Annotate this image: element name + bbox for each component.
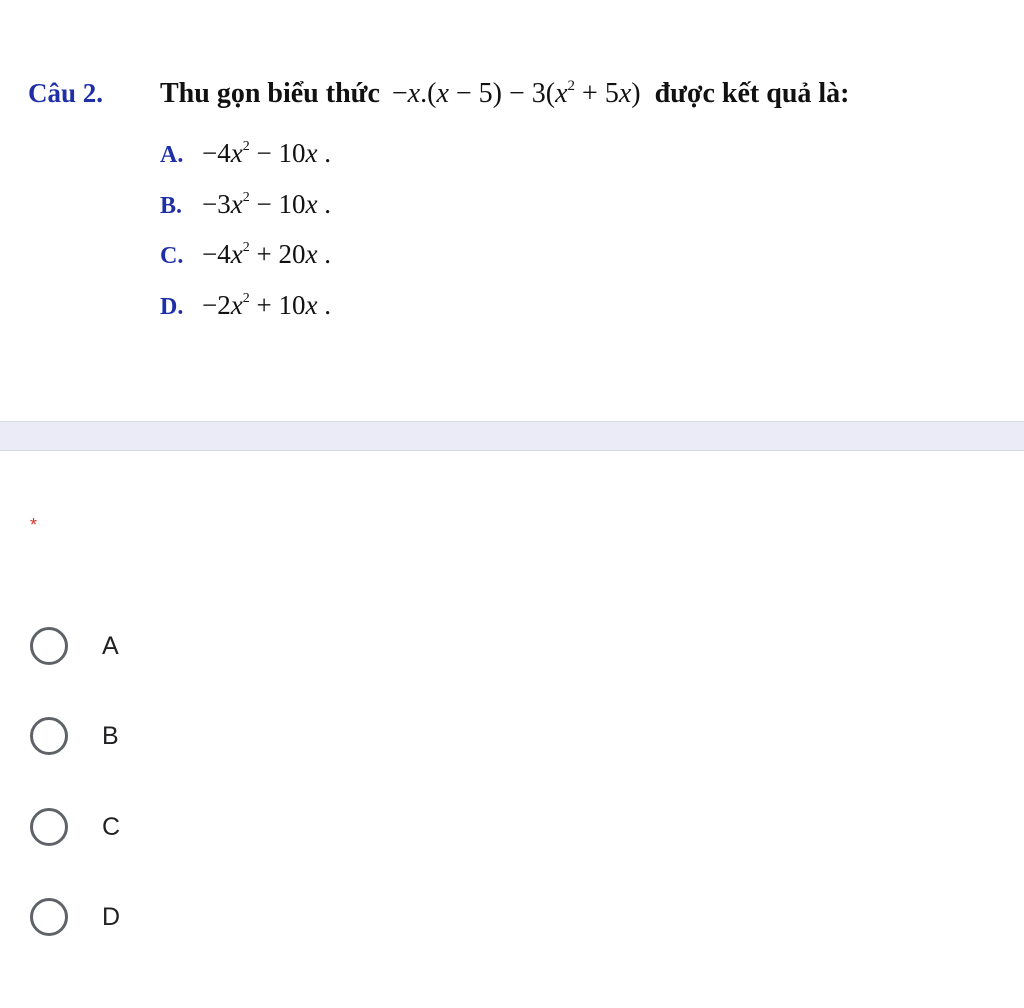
choice-label: D bbox=[102, 902, 121, 931]
choice-label: C bbox=[102, 812, 121, 841]
option-letter: A. bbox=[160, 142, 184, 168]
question-image bbox=[0, 0, 1024, 420]
option-letter: D. bbox=[160, 294, 184, 320]
option-a bbox=[160, 138, 331, 169]
radio-button[interactable] bbox=[30, 627, 68, 665]
radio-choice-c[interactable] bbox=[30, 808, 120, 846]
option-d bbox=[160, 290, 331, 321]
question-expression: $-x.(x - 5) - 3(x^2 + 5x)$ bbox=[391, 78, 641, 109]
option-expression: $-3x^2 - 10x$ . bbox=[202, 189, 331, 219]
radio-button[interactable] bbox=[30, 717, 68, 755]
question-number: Câu 2. bbox=[28, 78, 104, 108]
section-divider bbox=[0, 421, 1024, 451]
choice-label: B bbox=[102, 721, 119, 750]
option-expression: $-4x^2 - 10x$ . bbox=[202, 138, 331, 168]
option-letter: B. bbox=[160, 193, 183, 219]
question-tail: được kết quả là: bbox=[654, 78, 850, 109]
option-c bbox=[160, 239, 331, 270]
radio-choice-b[interactable] bbox=[30, 717, 119, 755]
radio-button[interactable] bbox=[30, 808, 68, 846]
question-text: Thu gọn biểu thức bbox=[160, 78, 380, 109]
radio-choice-a[interactable] bbox=[30, 627, 119, 665]
required-marker: * bbox=[30, 515, 38, 535]
choice-label: A bbox=[102, 631, 119, 660]
option-expression: $-2x^2 + 10x$ . bbox=[202, 290, 331, 320]
radio-button[interactable] bbox=[30, 898, 68, 936]
option-b bbox=[160, 189, 331, 220]
question-line bbox=[28, 78, 850, 110]
option-expression: $-4x^2 + 20x$ . bbox=[202, 239, 331, 269]
radio-choice-d[interactable] bbox=[30, 898, 120, 936]
option-letter: C. bbox=[160, 243, 184, 269]
